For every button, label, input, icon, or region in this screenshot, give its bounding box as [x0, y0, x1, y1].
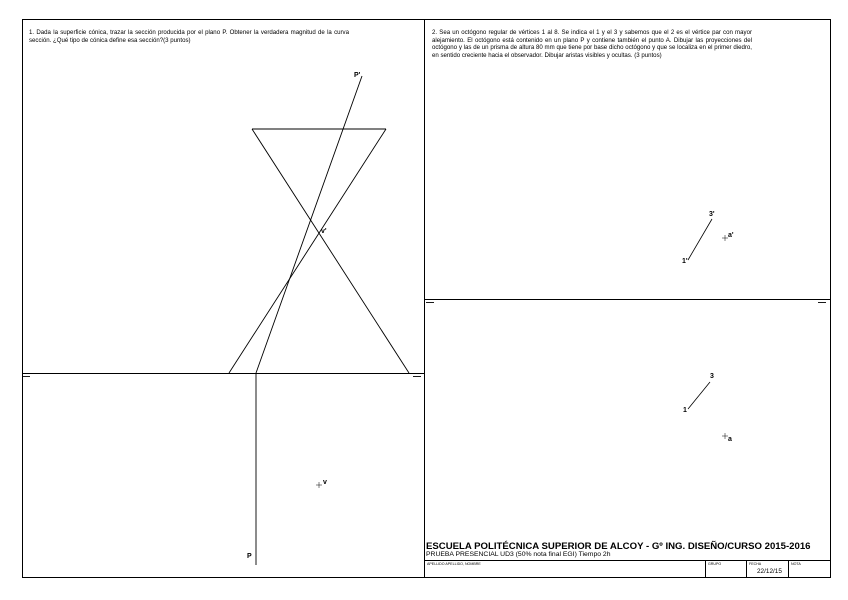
label-3: 3 — [710, 373, 714, 380]
school-title: ESCUELA POLITÉCNICA SUPERIOR DE ALCOY - Gº ING. DISEÑO/CURSO 2015-2016 — [426, 541, 811, 552]
segment-1p-3p — [688, 219, 712, 260]
sheet-border — [23, 20, 831, 578]
label-p-prime: P' — [354, 72, 361, 79]
plane-p-vertical-trace — [256, 76, 362, 373]
cone-generatrix-2 — [229, 129, 386, 373]
label-a: a — [728, 436, 732, 443]
cone-generatrix-1 — [252, 129, 409, 373]
field-date-label: FECHA — [749, 562, 762, 566]
label-a-prime: a' — [728, 232, 734, 239]
exercise-1-statement: 1. Dada la superficie cónica, trazar la sección producida por el plano P. Obtener la verdadera magnitud de la curva sección. ¿Qué tipo de cónica define esa sección?(3 puntos) — [29, 29, 349, 44]
label-v: v — [323, 479, 327, 486]
label-1: 1 — [683, 407, 687, 414]
exam-date: 22/12/15 — [757, 568, 782, 575]
exercise-2-statement: 2. Sea un octógono regular de vértices 1 al 8. Se indica el 1 y el 3 y sabemos que el 2 es el vértice par con mayor alejamiento. El octógono está contenido en un plano P y contiene también el punto A. Dibujar las proyecciones del octógono y las de un prisma de altura 80 mm que tiene por base dicho octógono y que se localiza en el primer diedro, en sentido creciente hacia el observador. Dibujar aristas visibles y ocultas. (3 puntos) — [432, 29, 752, 59]
field-group-label: GRUPO — [708, 562, 722, 566]
label-3-prime: 3' — [709, 211, 715, 218]
field-name-label: APELLIDO APELLIDO, NOMBRE — [427, 562, 481, 566]
exam-subtitle: PRUEBA PRESENCIAL UD3 (50% nota final EGI) Tiempo 2h — [426, 551, 611, 558]
label-v-prime: v' — [321, 228, 327, 235]
field-grade-label: NOTA — [791, 562, 801, 566]
label-p: P — [247, 553, 252, 560]
segment-1-3 — [688, 382, 710, 409]
label-1-prime: 1' — [682, 258, 688, 265]
